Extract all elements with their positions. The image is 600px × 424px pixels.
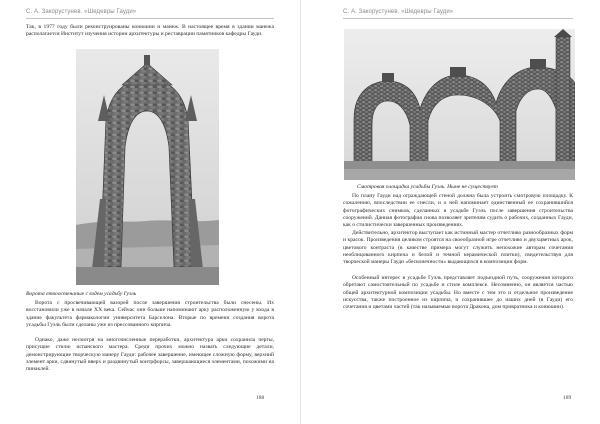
brick-arcade-illustration <box>344 29 575 180</box>
running-header: С. А. Закорустунев. «Шедевры Гауди» <box>26 9 137 15</box>
page-number: 188 <box>256 395 265 401</box>
intro-paragraph: Так, в 1977 году были реконструированы конюшни и манеж. В настоящее время в здании манежа располагается Институт изучения истории архитектуры и реставрации памятников кафедры Гауди. <box>26 24 274 38</box>
header-rule <box>26 18 274 19</box>
figure-caption: Ворота етвоостенаные с вздем усадьбу Гуэль <box>26 291 137 297</box>
page-number: 189 <box>563 395 572 401</box>
running-header: С. А. Закорустунев. «Шедевры Гауди» <box>343 9 454 15</box>
body-paragraph: По плану Гауди над ограждающей стеной должна была устроить смотровую площадку. К сожалению, впоследствии ее снесли, и о ней напоминает единственный ее сохранившийся фотографических снимков, сделанных в усадьбе Гуэль после завершения строительства сооружений. Данная фотография снова позволяет зрителям судить о рабочих, созданных Гауди, как о стилистически завершенных произведениях. <box>343 193 573 229</box>
right-page <box>300 0 600 424</box>
body-paragraph: Действительно, архитектор выступает как истинный мастер отчетливо разнообразных форм и красок. Произведения целиком строятся на своеобразной игре отчетливо и двухцветных арок, цветового контраста (в качестве примера могут служить непохожие авторам сочетания необлицованного кирпича и белой и темной керамической плитки), свидетельствуя для творческой манеры Гауди «бесконечности» выдающихся в композиции форм. <box>343 230 573 266</box>
stone-arch-gate-photo <box>76 49 219 285</box>
body-paragraph: Особенный интерес в усадьбе Гуэль представляет подъездной путь, сооружения которого обретают самостоятельный по усадьбе и стиле комплексе. Несомненно, он является частью общей архитектурной композиции усадьбы. Но вместе с тем это и отдельное произведение искусства, также построенное из кирпича, и сохранившее до наших дней (в Гауди) его сочетания и цветами частей (так называемые ворота Дракона, дом привратника и конюшни). <box>343 275 573 311</box>
figure-caption: Смотровая площадка усадьбы Гуэль. Ныне не существует <box>357 184 498 190</box>
brick-arcade-gate-photo <box>344 29 575 180</box>
stone-arch-gate-illustration <box>76 49 219 285</box>
body-paragraph: Ворота с просвечивающей вазорей после завершения строительства были снесены. Их восстановили уже в начале XX века. Сейчас они больше напоминают арку расположенную у входа в здание факультета фармакологии университета Барселона. Вторые по времени создания ворота усадьбы Гуэль были сделаны уже из прессованного кирпича. <box>26 300 274 328</box>
body-paragraph: Однако, даже несмотря на многочисленные переработки, архитектура арки сохранила черты, присущие стилю испанского мастера. Среди прочих можно назвать следующие детали, демонстрирующие творческую манеру Гауди: рабочее завершение, имеющее сложную форму, верхний элемент арки, сдвинутый вверх и раздвинутый контрфорсы, завершающиеся элементами, похожими на пинаклей. <box>26 337 274 373</box>
header-rule <box>343 18 573 19</box>
